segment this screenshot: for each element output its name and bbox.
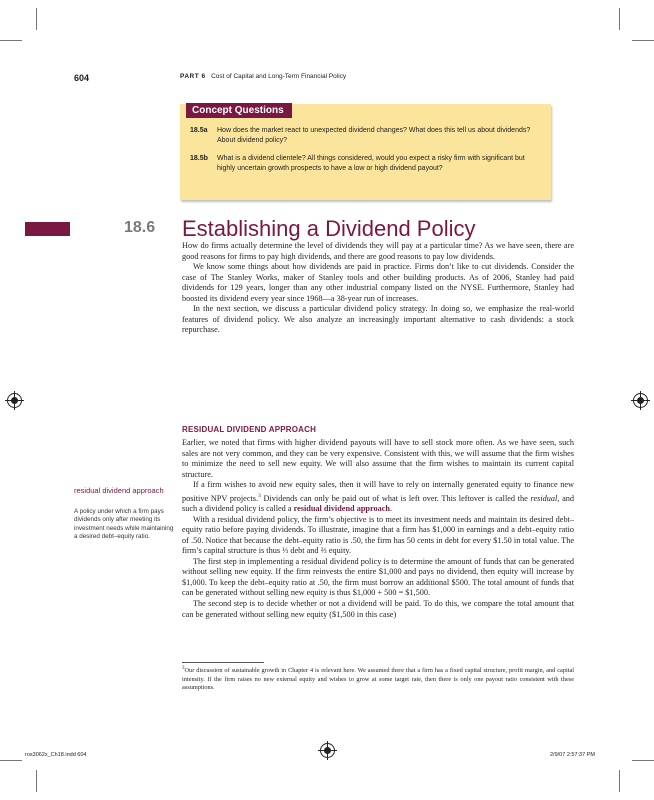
paragraph: The second step is to decide whether or not a dividend will be paid. To do this, we compare the total amount that can be generated without selling new equity ($1,500 in this case) — [182, 598, 574, 619]
registration-mark-icon — [633, 393, 648, 408]
crop-mark — [619, 770, 620, 792]
margin-definition: A policy under which a firm pays dividends only after meeting its investment needs while maintaining a desired debt–equity ratio. — [74, 508, 174, 541]
paragraph-text: . — [390, 504, 393, 514]
paragraph: With a residual dividend policy, the firm’s objective is to meet its investment needs and maintain its desired debt–equity ratio before paying dividends. To illustrate, imagine that a firm has $1,000 in earnings and a debt–equity ratio of .50. Notice that because the debt–equity ratio is .50, the firm has 50 cents in debt for every $1.50 in total value. The firm’s capital structure is thus ⅓ debt and ⅔ equity. — [182, 514, 574, 556]
registration-mark-icon — [320, 743, 335, 758]
crop-mark — [632, 40, 654, 41]
crop-mark — [619, 8, 620, 30]
part-label: PART 6 — [180, 73, 206, 80]
footnote-number: 3 — [182, 666, 185, 671]
registration-mark-icon — [7, 393, 22, 408]
paragraph-text: and such a dividend policy is called a — [182, 493, 574, 514]
crop-mark — [0, 40, 22, 41]
key-term: residual dividend approach — [293, 504, 391, 514]
concept-question — [190, 154, 540, 173]
paragraph — [182, 480, 574, 514]
footnote-rule — [182, 662, 264, 663]
section-number: 18.6 — [124, 219, 156, 236]
section-title: Establishing a Dividend Policy — [182, 216, 476, 241]
running-head — [180, 73, 346, 80]
paragraph-text: If a firm wishes to avoid new equity sales, then it will have to rely on internally generated equity to finance new positive NPV projects. — [182, 480, 574, 503]
paragraph: How do firms actually determine the level of dividends they will pay at a particular time? As we have seen, there are good reasons for firms to pay high dividends, and there are good reasons to pay low dividends. — [182, 241, 574, 261]
question-number: 18.5b — [190, 155, 208, 162]
footnote-text: Our discussion of sustainable growth in Chapter 4 is relevant here. We assumed there that a firm has a fixed capital structure, profit margin, and capital intensity. If the firm raises no new external equity and wishes to grow at some target rate, then there is only one payout ratio consistent with these assumptions. — [182, 667, 574, 692]
section-intro — [182, 241, 574, 336]
concept-question — [190, 126, 540, 145]
concept-questions-box — [180, 104, 551, 200]
crop-mark — [0, 760, 22, 761]
crop-mark — [36, 8, 37, 30]
question-text: What is a dividend clientele? All things considered, would you expect a risky firm with significant but highly uncertain growth prospects to have a low or high dividend payout? — [217, 155, 525, 172]
residual-dividend-body — [182, 438, 574, 620]
paragraph: Earlier, we noted that firms with higher dividend payouts will have to sell stock more often. As we have seen, such sales are not very common, and they can be very expensive. Consistent with this, we will assume that the firm wishes to minimize the need to sell new equity. We will also assume that the firm wishes to maintain its current capital structure. — [182, 438, 574, 479]
paragraph: The first step in implementing a residual dividend policy is to determine the amount of funds that can be generated without selling new equity. If the firm reinvests the entire $1,000 and pays no dividend, then equity will increase by $1,000. To keep the debt–equity ratio at .50, the firm must borrow an additional $500. The total amount of funds that can be generated without selling new equity is thus $1,000 + 500 = $1,500. — [182, 556, 574, 598]
emphasis-residual: residual, — [530, 493, 560, 503]
slug-file-info: ros3062x_Ch18.indd 604 — [25, 752, 87, 758]
concept-questions-title: Concept Questions — [186, 103, 292, 118]
footnote-ref: 3 — [258, 492, 261, 499]
crop-mark — [36, 770, 37, 792]
part-title: Cost of Capital and Long-Term Financial Policy — [211, 73, 347, 80]
paragraph: In the next section, we discuss a particular dividend policy strategy. In doing so, we emphasize the real-world features of dividend policy. We also analyze an increasingly important alternative to cash dividends: a stock repurchase. — [182, 304, 574, 335]
margin-term: residual dividend approach — [74, 486, 164, 495]
question-text: How does the market react to unexpected dividend changes? What does this tell us about dividends? About dividend policy? — [217, 127, 531, 144]
page-number: 604 — [74, 73, 90, 83]
subheading: RESIDUAL DIVIDEND APPROACH — [182, 425, 317, 434]
question-number: 18.5a — [190, 127, 208, 134]
footnote — [182, 665, 574, 693]
slug-timestamp: 2/9/07 2:57:37 PM — [550, 752, 595, 758]
paragraph: We know some things about how dividends are paid in practice. Firms don’t like to cut dividends. Consider the case of The Stanley Works, maker of Stanley tools and other building products. As of 2006, Stanley had paid dividends for 129 years, longer than any other industrial company listed on the NYSE. Furthermore, Stanley had boosted its dividend every year since 1968—a 38-year run of increases. — [182, 262, 574, 303]
paragraph-text: Dividends can only be paid out of what is left over. This leftover is called the — [260, 493, 531, 503]
section-marker-bar — [25, 222, 70, 236]
crop-mark — [632, 760, 654, 761]
